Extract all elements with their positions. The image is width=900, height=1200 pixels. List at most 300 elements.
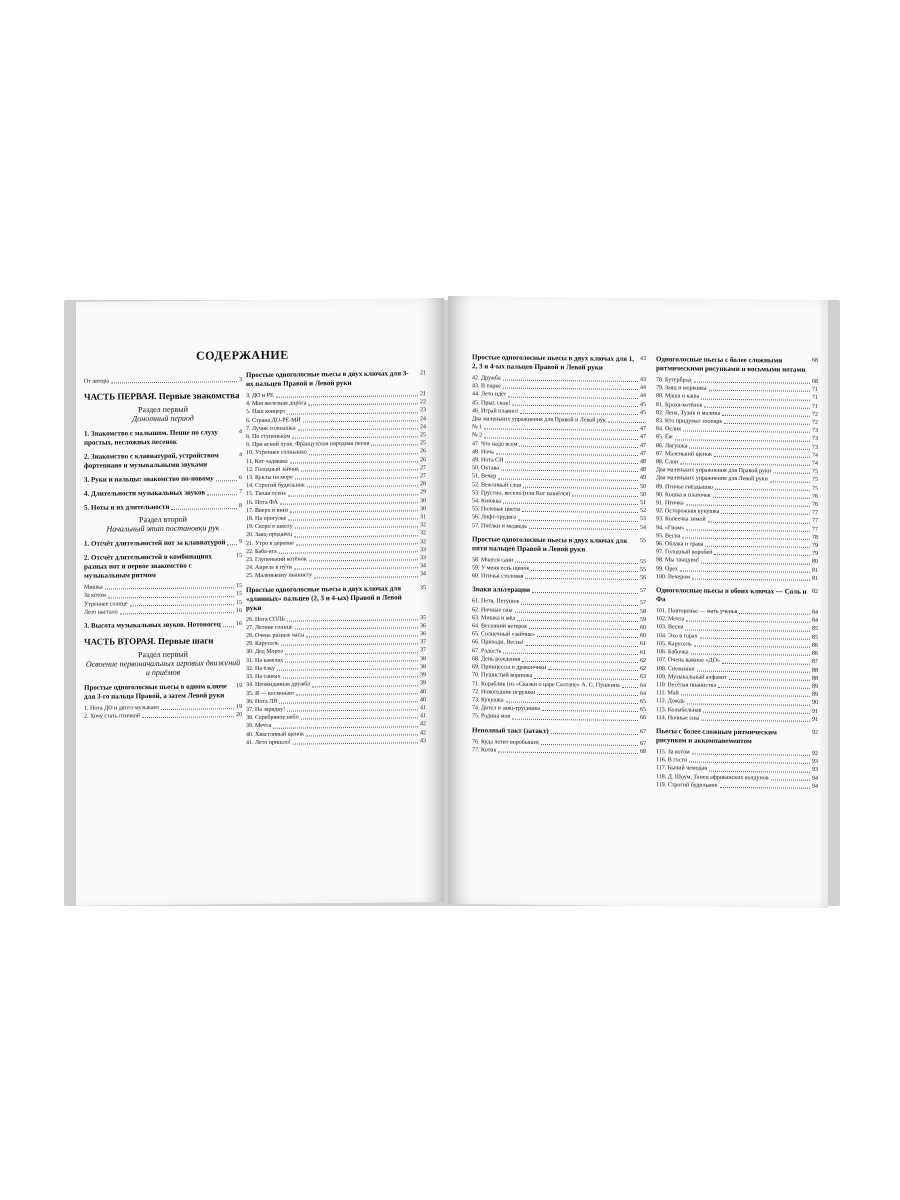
- dot-leader: [279, 696, 418, 704]
- dot-leader: [288, 489, 418, 497]
- toc-page-number: 55: [640, 537, 646, 544]
- dot-leader: [508, 391, 638, 399]
- toc-page-number: 15: [236, 583, 242, 590]
- dot-leader: [111, 376, 237, 384]
- toc-group-entry: [84, 474, 242, 485]
- toc-page-number: 48: [640, 467, 646, 474]
- toc-entry-title: 73. Кукушка: [472, 697, 504, 704]
- toc-page-number: 35: [420, 614, 426, 621]
- toc-entry-title: 95. Весна: [656, 533, 681, 540]
- dot-leader: [280, 497, 418, 505]
- toc-page-number: 78: [812, 534, 818, 541]
- toc-page-number: 8: [239, 503, 242, 510]
- toc-page-number: 86: [812, 650, 818, 657]
- dot-leader: [687, 698, 810, 705]
- toc-page-number: 25: [420, 440, 426, 447]
- toc-page-number: 82: [812, 588, 818, 595]
- toc-entry-title: 110. Весёлая пианистка: [656, 682, 717, 689]
- toc-page-number: 68: [812, 357, 818, 364]
- dot-leader: [724, 418, 810, 425]
- toc-entry-title: 103. Весна: [656, 624, 684, 631]
- toc-entry-title: Утреннее солнце: [84, 600, 128, 608]
- dot-leader: [273, 721, 418, 729]
- dot-leader: [294, 563, 418, 571]
- dot-leader: [709, 385, 810, 392]
- toc-page-number: 92: [812, 750, 818, 757]
- toc-entry: [656, 573, 818, 583]
- dot-leader: [503, 375, 638, 383]
- dot-leader: [227, 538, 237, 545]
- toc-page-number: 71: [812, 395, 818, 402]
- toc-section-heading: Раздел первый: [138, 649, 188, 660]
- dot-leader: [295, 522, 418, 529]
- toc-entry-title: 4. Моя железная дорога: [246, 400, 307, 408]
- toc-entry-title: 56. Лифт-трудяга: [472, 514, 516, 522]
- dot-leader: [523, 481, 638, 488]
- dot-leader: [722, 410, 810, 417]
- dot-leader: [703, 706, 810, 713]
- toc-page-number: 76: [812, 501, 818, 508]
- toc-entry-title: 2. Отсчёт длительностей в комбинациях разных нот и первое знакомство с музыкальным ритмом: [84, 552, 212, 580]
- toc-entry-title: Два маленьких упражнения для Правой руки: [656, 467, 772, 475]
- toc-page-number: 84: [812, 618, 818, 625]
- toc-page-number: 89: [812, 683, 818, 690]
- toc-page-number: 73: [812, 436, 818, 443]
- toc-entry-title: 18. На прогулке: [246, 515, 287, 523]
- toc-entry-title: 9. При ясной луне. Французская народная песня: [246, 440, 370, 449]
- toc-entry-title: 116. В гости: [656, 757, 688, 764]
- toc-page-number: 47: [640, 450, 646, 457]
- toc-page-number: 63: [640, 674, 646, 681]
- toc-entry-title: Два маленьких упражнения для Левой руки: [656, 475, 768, 483]
- toc-page-number: 43: [640, 377, 646, 384]
- dot-leader: [714, 451, 810, 458]
- toc-entry-title: 39. Мечта: [246, 723, 272, 730]
- toc-page-number: 61: [640, 649, 646, 656]
- toc-group-entry: [84, 502, 242, 513]
- dot-leader: [685, 624, 810, 632]
- toc-title: СОДЕРЖАНИЕ: [196, 347, 289, 363]
- dot-leader: [548, 664, 638, 671]
- toc-group-entry: [84, 552, 242, 581]
- dot-leader: [701, 393, 810, 400]
- toc-page-number: 84: [812, 609, 818, 616]
- toc-entry-title: 98. Мы танцуем!: [656, 557, 700, 565]
- toc-entry: [246, 737, 426, 747]
- toc-entry-title: Знаки альтерации: [472, 585, 531, 595]
- toc-page-number: 37: [420, 647, 426, 654]
- dot-leader: [285, 655, 418, 663]
- toc-entry-title: 99. Орех: [656, 565, 678, 573]
- toc-entry-title: 62. Ночные сны: [472, 606, 513, 614]
- dot-leader: [686, 500, 810, 508]
- toc-page-number: 34: [420, 571, 426, 578]
- toc-entry-title: 105. Карусель: [656, 641, 692, 648]
- toc-entry-title: 113. Колыбельная: [656, 706, 702, 714]
- toc-entry-title: 38. Серебряное небо: [246, 714, 299, 722]
- toc-page-number: 74: [812, 452, 818, 459]
- dot-leader: [130, 599, 234, 606]
- toc-page-number: 81: [812, 575, 818, 582]
- toc-entry-title: 6. Страна ДО-РЕ-МИ: [246, 417, 301, 424]
- toc-entry-title: 100. Вечером: [656, 574, 690, 581]
- dot-leader: [718, 682, 810, 689]
- toc-page-number: 38: [420, 655, 426, 662]
- dot-leader: [771, 774, 810, 781]
- toc-entry-title: 27. Летние солнце: [246, 624, 293, 631]
- toc-section-heading: Раздел второй: [139, 514, 187, 525]
- toc-entry-title: 52. Вежливый слон: [472, 481, 522, 489]
- toc-page-number: 73: [812, 428, 818, 435]
- toc-page-number: 79: [812, 542, 818, 549]
- toc-page-number: 37: [420, 639, 426, 646]
- toc-entry-title: 3. Высота музыкальных звуков. Нотоносец: [84, 620, 221, 630]
- toc-page-number: 32: [420, 538, 426, 545]
- toc-entry-title: 106. Бабочка: [656, 649, 689, 656]
- toc-page-number: 28: [420, 481, 426, 488]
- dot-leader: [680, 458, 810, 466]
- toc-page-number: 26: [420, 448, 426, 455]
- toc-page-number: 81: [812, 567, 818, 574]
- toc-page-number: 72: [812, 419, 818, 426]
- dot-leader: [713, 492, 810, 499]
- dot-leader: [290, 505, 418, 513]
- toc-entry-title: 80. Маша и каша: [656, 393, 700, 401]
- dot-leader: [281, 639, 418, 647]
- toc-entry: [84, 711, 242, 721]
- toc-page-number: 4: [239, 429, 242, 436]
- toc-entry-title: 51. Вечер: [472, 473, 497, 480]
- toc-group-entry: [84, 620, 242, 631]
- dot-leader: [296, 538, 418, 545]
- toc-page-number: 65: [640, 698, 646, 705]
- toc-sub-heading: Начальный этап постановки рук: [106, 523, 220, 534]
- dot-leader: [484, 424, 638, 432]
- toc-page-number: 54: [640, 524, 646, 531]
- toc-entry-title: От автора: [84, 378, 110, 385]
- dot-leader: [371, 439, 418, 446]
- toc-page-number: 94: [812, 783, 818, 790]
- dot-leader: [692, 748, 810, 755]
- toc-page-number: 31: [420, 514, 426, 521]
- toc-entry-title: 7. Лучик солнышка: [246, 425, 296, 432]
- dot-leader: [770, 476, 810, 483]
- dot-leader: [503, 647, 638, 655]
- dot-leader: [484, 432, 638, 440]
- dot-leader: [312, 680, 418, 687]
- toc-page-number: 53: [640, 516, 646, 523]
- dot-leader: [498, 746, 638, 754]
- toc-entry-title: 76. Куда летит воробышек: [472, 738, 540, 746]
- dot-leader: [308, 398, 418, 405]
- toc-entry-title: 23. Глупенький котёнок: [246, 556, 307, 564]
- dot-leader: [276, 390, 418, 398]
- toc-entry-title: 119. Строгий будильник: [656, 781, 718, 789]
- toc-page-number: 88: [812, 675, 818, 682]
- toc-page-number: 72: [812, 411, 818, 418]
- dot-leader: [161, 703, 234, 710]
- toc-entry-title: 60. Птичья столовая: [472, 573, 524, 581]
- toc-entry-title: 69. Принцессы и дракончики: [472, 664, 547, 672]
- dot-leader: [515, 606, 638, 613]
- toc-group-entry: [84, 682, 242, 702]
- dot-leader: [512, 713, 638, 721]
- toc-entry-title: 82. Лена, Тузик и малина: [656, 409, 721, 417]
- toc-group-entry: [84, 538, 242, 549]
- toc-page-number: 65: [640, 707, 646, 714]
- toc-entry-title: 88. Слон: [656, 459, 679, 466]
- toc-page-number: 76: [812, 493, 818, 500]
- toc-group-entry: [84, 428, 242, 448]
- dot-leader: [709, 765, 810, 772]
- toc-entry-title: 94. «Гном»: [656, 524, 685, 532]
- toc-entry-title: 117. Бычий чемодан: [656, 765, 708, 773]
- toc-group-entry: [246, 369, 426, 389]
- toc-page-number: 47: [640, 442, 646, 449]
- toc-group-entry: [472, 353, 646, 373]
- toc-page-number: 43: [640, 356, 646, 363]
- toc-entry-title: 90. Кошка и платочек: [656, 492, 711, 499]
- dot-leader: [686, 524, 810, 532]
- dot-leader: [722, 657, 810, 664]
- toc-entry-title: 68. День рождения: [472, 656, 521, 663]
- dot-leader: [683, 426, 810, 434]
- toc-entry: [656, 714, 818, 724]
- toc-entry-title: 111. Май: [656, 690, 679, 697]
- toc-entry-title: 26. Нота СОЛЬ: [246, 616, 285, 623]
- toc-group-entry: [84, 488, 242, 499]
- right-column-1: [472, 348, 646, 756]
- toc-page-number: 22: [420, 399, 426, 406]
- dot-leader: [501, 465, 638, 473]
- toc-page-number: 92: [812, 729, 818, 736]
- toc-entry-title: 3. ДО и РЕ: [246, 392, 274, 400]
- dot-leader: [701, 557, 810, 564]
- toc-entry-title: 43. В парке: [472, 383, 501, 390]
- toc-page-number: 30: [420, 506, 426, 513]
- toc-page-number: 88: [812, 667, 818, 674]
- dot-leader: [292, 431, 418, 439]
- toc-entry-title: 114. Ночные сны: [656, 714, 700, 722]
- toc-entry-title: 66. Приходи, Весна!: [472, 639, 524, 647]
- dot-leader: [287, 614, 418, 622]
- toc-entry-title: 29. Карусель: [246, 641, 279, 648]
- toc-entry-title: 87. Маленький щенок: [656, 451, 712, 458]
- dot-leader: [105, 582, 234, 590]
- toc-page-number: 36: [420, 631, 426, 638]
- dot-leader: [522, 506, 638, 513]
- toc-entry-title: Одноголосные пьесы с более сложными ритмическими рисунками и восьмыми нотами: [656, 355, 806, 374]
- dot-leader: [522, 656, 638, 663]
- toc-entry-title: 33. На санках: [246, 673, 281, 681]
- toc-page-number: 40: [420, 688, 426, 695]
- toc-group-entry: [84, 451, 242, 471]
- dot-leader: [531, 565, 638, 572]
- toc-entry-title: 63. Мишка и мёд: [472, 615, 516, 622]
- toc-entry-title: 78. Бутерброд: [656, 377, 692, 384]
- toc-page-number: 47: [640, 426, 646, 433]
- dot-leader: [517, 615, 638, 622]
- toc-entry-title: 8. По ступенькам: [246, 433, 291, 441]
- dot-leader: [520, 408, 638, 415]
- dot-leader: [675, 434, 810, 442]
- toc-entry: [472, 746, 646, 756]
- toc-entry-title: 28. Очень разные часы: [246, 632, 305, 640]
- toc-entry-title: 21. Утро в деревне: [246, 540, 294, 547]
- toc-page-number: 27: [420, 465, 426, 472]
- toc-entry-title: 47. Что надо всем: [472, 440, 518, 448]
- toc-page-number: 19: [236, 704, 242, 711]
- toc-entry-title: 41. Лето пришло!: [246, 739, 291, 746]
- toc-entry-title: 12. Голодный зайчик: [246, 466, 300, 473]
- dot-leader: [515, 557, 638, 564]
- toc-entry-title: 25. Маленькому пианисту: [246, 572, 313, 580]
- dot-leader: [689, 442, 810, 449]
- dot-leader: [551, 727, 638, 735]
- toc-entry-title: 107. Очень важное «ДО»: [656, 657, 720, 665]
- dot-leader: [512, 399, 638, 407]
- dot-leader: [720, 782, 810, 789]
- toc-page-number: 75: [812, 477, 818, 484]
- dot-leader: [521, 598, 638, 605]
- toc-group-entry: [656, 586, 818, 606]
- toc-entry-title: 109. Музыкальный алфавит: [656, 673, 727, 681]
- toc-entry-title: Два маленьких упражнения для Правой и Левой рук: [472, 416, 606, 424]
- toc-entry-title: 4. Длительности музыкальных звуков: [84, 488, 206, 498]
- dot-leader: [529, 523, 638, 530]
- toc-page-number: 20: [236, 712, 242, 719]
- toc-page-number: 48: [640, 459, 646, 466]
- toc-entry-title: 55. Полевые цветы: [472, 506, 521, 514]
- dot-leader: [714, 549, 810, 556]
- toc-entry-title: 108. Снежинки: [656, 665, 695, 673]
- toc-entry-title: 31. На качелях: [246, 657, 284, 664]
- dot-leader: [534, 672, 638, 679]
- toc-entry-title: 45. Прыг, скок!: [472, 399, 511, 407]
- right-page: [448, 296, 828, 908]
- toc-page-number: 66: [640, 715, 646, 722]
- toc-entry-title: 36. Нота ЛЯ: [246, 698, 278, 705]
- toc-page-number: 60: [640, 625, 646, 632]
- toc-entry-title: 83. Кто придумал зоопарк: [656, 418, 723, 425]
- toc-page-number: 44: [640, 393, 646, 400]
- toc-entry-title: 89. Птичье гнёздышко: [656, 483, 713, 491]
- toc-group-entry: [656, 727, 818, 747]
- toc-entry-title: 86. Лягушка: [656, 442, 688, 450]
- toc-page-number: 55: [640, 567, 646, 574]
- toc-entry-title: 2. Хочу стать птичкой: [84, 713, 140, 720]
- dot-leader: [505, 457, 638, 465]
- toc-page-number: 40: [420, 696, 426, 703]
- toc-page-number: 26: [420, 456, 426, 463]
- toc-page-number: 64: [640, 690, 646, 697]
- dot-leader: [708, 516, 810, 523]
- toc-page-number: 45: [640, 401, 646, 408]
- dot-leader: [279, 546, 418, 554]
- toc-page-number: 71: [812, 403, 818, 410]
- toc-page-number: 64: [640, 682, 646, 689]
- toc-page-number: 35: [420, 584, 426, 591]
- toc-entry-title: 48. Ночь: [472, 449, 494, 456]
- toc-group-entry: [472, 535, 646, 555]
- dot-leader: [537, 689, 638, 696]
- toc-page-number: 21: [420, 370, 426, 377]
- dot-leader: [532, 586, 638, 594]
- toc-entry-title: 70. Пушистый воришка: [472, 672, 533, 680]
- toc-entry: [656, 781, 818, 791]
- toc-entry-title: 15. Тихая осень: [246, 491, 287, 498]
- toc-page-number: 15: [236, 599, 242, 606]
- toc-entry-title: 92. Осторожная кукушка: [656, 508, 720, 516]
- toc-page-number: 59: [640, 616, 646, 623]
- dot-leader: [525, 573, 638, 580]
- toc-entry-title: Простые одноголосные пьесы в одном ключе для 3-го пальца Правой, а затем Левой руки: [84, 682, 228, 701]
- dot-leader: [704, 401, 810, 408]
- left-column-2: [246, 364, 426, 747]
- toc-page-number: 80: [812, 559, 818, 566]
- toc-page-number: 4: [239, 452, 242, 459]
- toc-page-number: 57: [640, 588, 646, 595]
- toc-page-number: 24: [420, 424, 426, 431]
- toc-page-number: 71: [812, 387, 818, 394]
- toc-sub-heading: Освоение первоначальных игровых движений и приёмов: [85, 658, 241, 678]
- toc-entry-title: 2. Знакомство с клавиатурой, устройством фортепиано и музыкальными звуками: [84, 451, 219, 470]
- toc-entry-title: 30. Дед Мороз: [246, 649, 283, 656]
- toc-page-number: 50: [640, 483, 646, 490]
- toc-entry-title: Простые одноголосные пьесы в двух ключах для 3-их пальцев Правой и Левой руки: [246, 369, 409, 389]
- dot-leader: [729, 674, 810, 681]
- dot-leader: [309, 448, 418, 455]
- toc-page-number: 33: [420, 547, 426, 554]
- toc-entry-title: 102. Мечта: [656, 616, 685, 623]
- toc-entry-title: 54. Книжка: [472, 498, 502, 505]
- toc-entry-title: 93. Копеечка зимой: [656, 516, 706, 524]
- dot-leader: [691, 649, 810, 656]
- toc-page-number: 16: [236, 621, 242, 628]
- toc-page-number: 15: [236, 591, 242, 598]
- toc-page-number: 33: [420, 555, 426, 562]
- toc-page-number: 77: [812, 510, 818, 517]
- toc-entry-title: 22. Баба-яга: [246, 548, 277, 555]
- dot-leader: [295, 622, 418, 629]
- dot-leader: [526, 639, 638, 646]
- toc-sub-heading: Донотный период: [132, 413, 194, 424]
- dot-leader: [681, 690, 810, 698]
- toc-page-number: 21: [420, 391, 426, 398]
- dot-leader: [287, 704, 418, 712]
- toc-page-number: 89: [812, 691, 818, 698]
- dot-leader: [622, 681, 638, 687]
- toc-entry-title: 40. Хвастливый щенок: [246, 730, 305, 738]
- dot-leader: [537, 631, 638, 638]
- toc-page-number: 77: [812, 526, 818, 533]
- toc-entry-title: 16. Нота ФА: [246, 499, 278, 506]
- toc-page-number: 39: [420, 680, 426, 687]
- toc-entry: [472, 713, 646, 723]
- toc-page-number: 41: [420, 705, 426, 712]
- toc-entry-title: 13. Куклы на море: [246, 474, 293, 482]
- dot-leader: [519, 440, 638, 447]
- toc-page-number: 29: [420, 489, 426, 496]
- toc-entry: [472, 522, 646, 532]
- toc-page-number: 51: [640, 500, 646, 507]
- toc-entry-title: Простые одноголосные пьесы в двух ключах для «длинных» пальцев (2, 3 и 4-ых) Правой и Левой руки: [246, 584, 402, 612]
- dot-leader: [306, 729, 418, 736]
- toc-page-number: 91: [812, 708, 818, 715]
- toc-entry-title: Лето настало: [84, 609, 118, 616]
- dot-leader: [721, 508, 810, 515]
- dot-leader: [298, 423, 419, 430]
